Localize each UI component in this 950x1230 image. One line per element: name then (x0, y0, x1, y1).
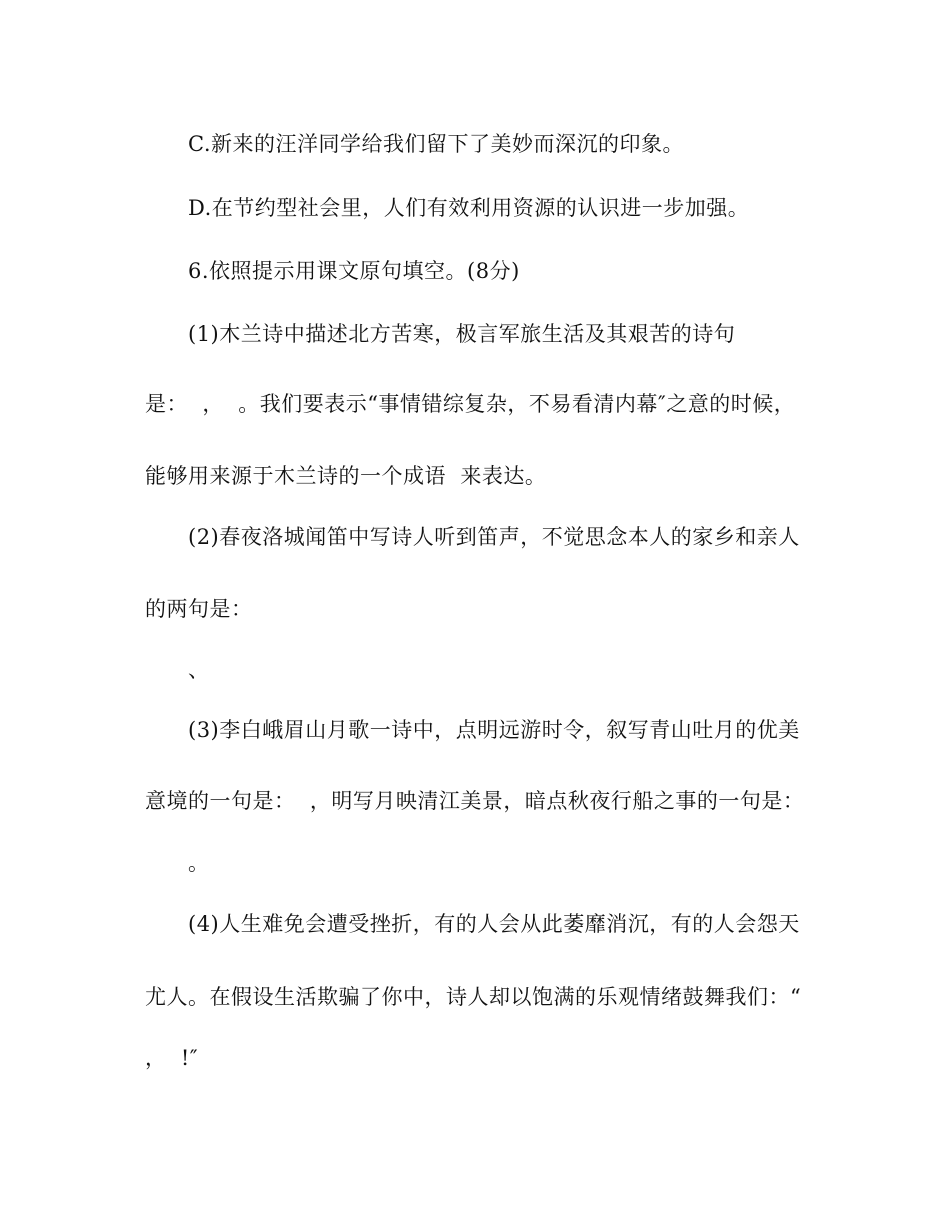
option-c-text: C.新来的汪洋同学给我们留下了美妙而深沉的印象。 (188, 132, 684, 156)
question-6-1-line-1: (1)木兰诗中描述北方苦寒，极言军旅生活及其艰苦的诗句 (188, 322, 736, 346)
question-6-4-line-1: (4)人生难免会遭受挫折，有的人会从此萎靡消沉，有的人会怨天 (188, 912, 800, 936)
question-6-3-line-2: 意境的一句是： ，明写月映清江美景，暗点秋夜行船之事的一句是： (145, 789, 805, 813)
question-6-1-line-2: 是： ， 。我们要表示“事情错综复杂，不易看清内幕″之意的时候， (145, 392, 796, 416)
question-6-4-line-2: 尤人。在假设生活欺骗了你中，诗人却以饱满的乐观情绪鼓舞我们：“ (145, 985, 802, 1009)
question-6-3-line-1: (3)李白峨眉山月歌一诗中，点明远游时令，叙写青山吐月的优美 (188, 718, 800, 742)
question-6-4-line-3: ， !″ (145, 1046, 199, 1070)
question-6-2-line-3: 、 (188, 658, 210, 682)
question-6-heading: 6.依照提示用课文原句填空。(8分) (188, 259, 520, 283)
question-6-2-line-2: 的两句是： (145, 597, 253, 621)
question-6-1-line-3: 能够用来源于木兰诗的一个成语 来表达。 (145, 464, 547, 488)
option-d-text: D.在节约型社会里，人们有效利用资源的认识进一步加强。 (188, 196, 750, 220)
question-6-3-line-3: 。 (188, 851, 210, 875)
question-6-2-line-1: (2)春夜洛城闻笛中写诗人听到笛声，不觉思念本人的家乡和亲人 (188, 525, 800, 549)
